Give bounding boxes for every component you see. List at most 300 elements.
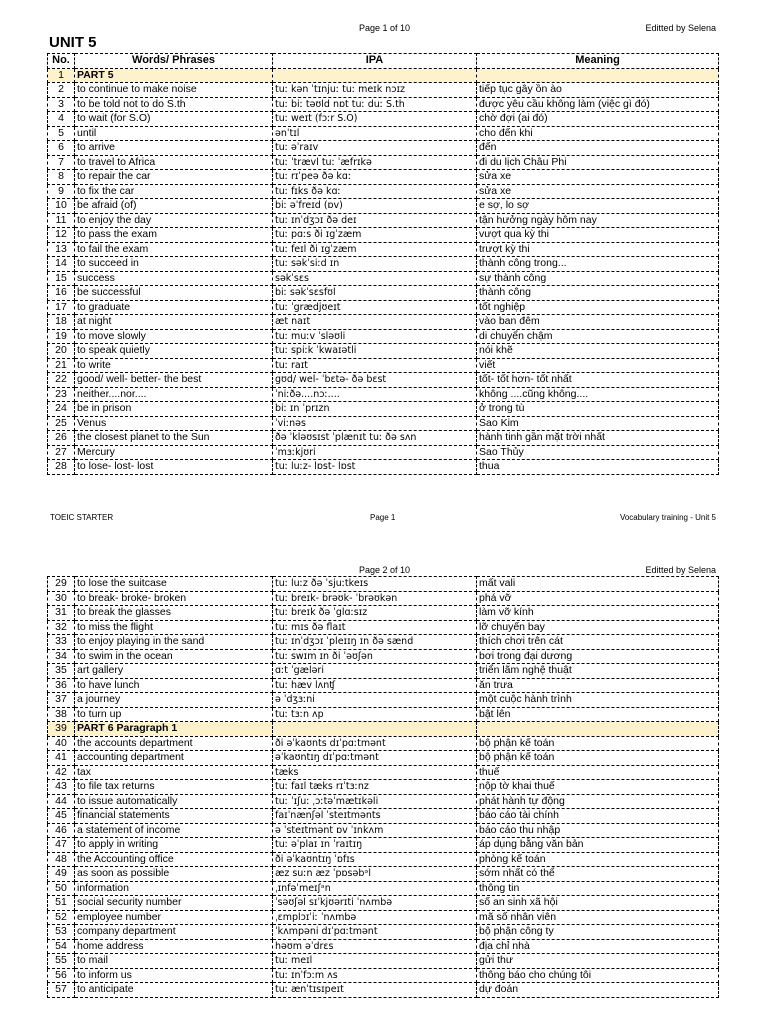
row-number: 7 [48,155,75,170]
ipa-cell: tuː breɪk- brəʊk- ˈbrəʊkən [273,591,477,606]
table-row [48,141,719,156]
ipa-cell: tuː ɪnˈfɔːm ʌs [273,968,477,983]
row-number: 46 [48,823,75,838]
meaning-cell: địa chỉ nhà [477,939,719,954]
page-label: Page 1 of 10 [359,23,411,33]
word-cell: a journey [75,693,273,708]
ipa-cell: tuː fɪks ðə kɑː [273,184,477,199]
word-cell: art gallery [75,664,273,679]
row-number: 23 [48,387,75,402]
table-row [48,910,719,925]
table-row [48,431,719,446]
meaning-cell: báo cáo tài chính [477,809,719,824]
word-cell: to pass the exam [75,228,273,243]
ipa-cell: ˈniːðə....nɔː.... [273,387,477,402]
ipa-cell: ði əˈkaʊnts dɪˈpɑːtmənt [273,736,477,751]
ipa-cell: tæks [273,765,477,780]
row-number: 49 [48,867,75,882]
ipa-cell: tuː spiːk ˈkwaɪətli [273,344,477,359]
row-number: 35 [48,664,75,679]
meaning-cell: cho đến khi [477,126,719,141]
table-row [48,678,719,693]
ipa-cell: ˈviːnəs [273,416,477,431]
table-header-row [48,54,719,69]
meaning-cell: nói khẽ [477,344,719,359]
meaning-cell: sớm nhất có thể [477,867,719,882]
word-cell: to travel to Africa [75,155,273,170]
row-number: 19 [48,329,75,344]
header-words: Words/ Phrases [75,54,273,69]
meaning-cell: không ....cũng không.... [477,387,719,402]
ipa-cell: faɪˈnænʃəl ˈsteɪtmənts [273,809,477,824]
row-number: 43 [48,780,75,795]
table-row [48,707,719,722]
word-cell: to miss the flight [75,620,273,635]
row-number: 3 [48,97,75,112]
ipa-cell: tuː ˈtrævl tuː ˈæfrɪkə [273,155,477,170]
ipa-cell: tuː səkˈsiːd ɪn [273,257,477,272]
table-row [48,344,719,359]
row-number: 42 [48,765,75,780]
section-row [48,68,719,83]
table-row [48,242,719,257]
meaning-cell: nộp tờ khai thuế [477,780,719,795]
word-cell: to break- broke- broken [75,591,273,606]
table-row [48,954,719,969]
word-cell: to graduate [75,300,273,315]
meaning-cell: làm vỡ kính [477,606,719,621]
ipa-cell: æz suːn æz ˈpɒsəbᵊl [273,867,477,882]
word-cell: to break the glasses [75,606,273,621]
meaning-cell [477,722,719,737]
meaning-cell: mã số nhân viên [477,910,719,925]
word-cell: to repair the car [75,170,273,185]
table-row [48,649,719,664]
word-cell: tax [75,765,273,780]
ipa-cell: ˈmɜːkjʊri [273,445,477,460]
row-number: 57 [48,983,75,998]
table-row [48,416,719,431]
table-row [48,736,719,751]
word-cell: Venus [75,416,273,431]
row-number: 47 [48,838,75,853]
word-cell: to lose the suitcase [75,577,273,592]
ipa-cell: ˌɛmplɔɪˈiː ˈnʌmbə [273,910,477,925]
header-ipa: IPA [273,54,477,69]
row-number: 11 [48,213,75,228]
row-number: 31 [48,606,75,621]
ipa-cell: tuː rɪˈpeə ðə kɑː [273,170,477,185]
ipa-cell: ˈkʌmpəni dɪˈpɑːtmənt [273,925,477,940]
meaning-cell: Sao Kim [477,416,719,431]
meaning-cell: thông báo cho chúng tôi [477,968,719,983]
word-cell: company department [75,925,273,940]
ipa-cell [273,722,477,737]
vocab-table-2 [47,576,719,998]
meaning-cell: trượt kỳ thi [477,242,719,257]
meaning-cell: một cuộc hành trình [477,693,719,708]
row-number: 20 [48,344,75,359]
word-cell: to enjoy the day [75,213,273,228]
meaning-cell: phá vỡ [477,591,719,606]
meaning-cell: di chuyển chậm [477,329,719,344]
meaning-cell: được yêu cầu không làm (việc gì đó) [477,97,719,112]
word-cell: the closest planet to the Sun [75,431,273,446]
row-number: 4 [48,112,75,127]
word-cell: to move slowly [75,329,273,344]
table-row [48,620,719,635]
table-row [48,170,719,185]
row-number: 26 [48,431,75,446]
meaning-cell: Sao Thủy [477,445,719,460]
row-number: 44 [48,794,75,809]
row-number: 8 [48,170,75,185]
row-number: 12 [48,228,75,243]
ipa-cell: əˈkaʊntɪŋ dɪˈpɑːtmənt [273,751,477,766]
unit-title: UNIT 5 [49,34,97,51]
word-cell: to anticipate [75,983,273,998]
ipa-cell: ə ˈdʒɜːni [273,693,477,708]
table-row [48,823,719,838]
word-cell: social security number [75,896,273,911]
word-cell: PART 5 [75,68,273,83]
ipa-cell: tuː luːz- lɒst- lɒst [273,460,477,475]
word-cell: financial statements [75,809,273,824]
meaning-cell: hành tinh gần mặt trời nhất [477,431,719,446]
word-cell: to speak quietly [75,344,273,359]
word-cell: neither....nor.... [75,387,273,402]
meaning-cell: đến [477,141,719,156]
row-number: 22 [48,373,75,388]
row-number: 29 [48,577,75,592]
meaning-cell: viết [477,358,719,373]
meaning-cell: mất vali [477,577,719,592]
meaning-cell: triển lãm nghệ thuật [477,664,719,679]
meaning-cell: tiếp tục gây ồn ào [477,83,719,98]
row-number: 5 [48,126,75,141]
meaning-cell: lỡ chuyến bay [477,620,719,635]
meaning-cell: ở trong tù [477,402,719,417]
meaning-cell: báo cáo thu nhập [477,823,719,838]
ipa-cell: ˌɪnfəˈmeɪʃᵊn [273,881,477,896]
table-row [48,765,719,780]
word-cell: to turn up [75,707,273,722]
word-cell: to issue automatically [75,794,273,809]
meaning-cell: đi du lịch Châu Phi [477,155,719,170]
table-row [48,373,719,388]
row-number: 1 [48,68,75,83]
table-row [48,867,719,882]
ipa-cell: tuː weɪt (fɔːr S.O) [273,112,477,127]
row-number: 40 [48,736,75,751]
ipa-cell: æt naɪt [273,315,477,330]
ipa-cell: tuː pɑːs ði ɪgˈzæm [273,228,477,243]
row-number: 28 [48,460,75,475]
word-cell: good/ well- better- the best [75,373,273,388]
row-number: 39 [48,722,75,737]
ipa-cell: ði əˈkaʊntɪŋ ˈɒfɪs [273,852,477,867]
ipa-cell: tuː ˈgrædjʊeɪt [273,300,477,315]
row-number: 16 [48,286,75,301]
row-number: 21 [48,358,75,373]
table-row [48,402,719,417]
word-cell: the accounts department [75,736,273,751]
ipa-cell: tuː hæv lʌnʧ [273,678,477,693]
word-cell: employee number [75,910,273,925]
row-number: 32 [48,620,75,635]
footer-center: Page 1 [370,513,396,522]
table-row [48,896,719,911]
row-number: 45 [48,809,75,824]
ipa-cell: həʊm əˈdrɛs [273,939,477,954]
ipa-cell: tuː ænˈtɪsɪpeɪt [273,983,477,998]
table-row [48,126,719,141]
table-row [48,591,719,606]
row-number: 48 [48,852,75,867]
row-number: 2 [48,83,75,98]
meaning-cell: vào ban đêm [477,315,719,330]
ipa-cell: ə ˈsteɪtmənt ɒv ˈɪnkʌm [273,823,477,838]
row-number: 50 [48,881,75,896]
meaning-cell: thua [477,460,719,475]
table-row [48,199,719,214]
meaning-cell: thuế [477,765,719,780]
row-number: 51 [48,896,75,911]
row-number: 10 [48,199,75,214]
meaning-cell: tốt- tốt hơn- tốt nhất [477,373,719,388]
word-cell: to enjoy playing in the sand [75,635,273,650]
word-cell: be in prison [75,402,273,417]
word-cell: to arrive [75,141,273,156]
table-row [48,794,719,809]
meaning-cell: chờ đợi (ai đó) [477,112,719,127]
table-row [48,635,719,650]
table-row [48,925,719,940]
row-number: 34 [48,649,75,664]
table-row [48,968,719,983]
table-row [48,881,719,896]
word-cell: home address [75,939,273,954]
word-cell: until [75,126,273,141]
meaning-cell: bộ phận kế toán [477,751,719,766]
row-number: 53 [48,925,75,940]
word-cell: to succeed in [75,257,273,272]
footer-left: TOEIC STARTER [50,513,114,522]
ipa-cell: biː əˈfreɪd (ɒv) [273,199,477,214]
page-label: Page 2 of 10 [359,565,411,575]
word-cell: to have lunch [75,678,273,693]
meaning-cell: tận hưởng ngày hôm nay [477,213,719,228]
meaning-cell: phòng kế toán [477,852,719,867]
word-cell: at night [75,315,273,330]
ipa-cell: tuː ɪnˈdʒɔɪ ˈpleɪɪŋ ɪn ðə sænd [273,635,477,650]
table-row [48,852,719,867]
row-number: 17 [48,300,75,315]
table-row [48,271,719,286]
row-number: 38 [48,707,75,722]
meaning-cell: gửi thư [477,954,719,969]
table-row [48,83,719,98]
meaning-cell: tốt nghiệp [477,300,719,315]
word-cell: to inform us [75,968,273,983]
row-number: 25 [48,416,75,431]
word-cell: to be told not to do S.th [75,97,273,112]
ipa-cell: ˈsəʊʃəl sɪˈkjʊərɪti ˈnʌmbə [273,896,477,911]
table-row [48,112,719,127]
table-row [48,460,719,475]
table-row [48,809,719,824]
ipa-cell: tuː swɪm ɪn ði ˈəʊʃən [273,649,477,664]
ipa-cell: tuː əˈplaɪ ɪn ˈraɪtɪŋ [273,838,477,853]
row-number: 30 [48,591,75,606]
meaning-cell: sửa xe [477,184,719,199]
ipa-cell: tuː muːv ˈsləʊli [273,329,477,344]
row-number: 41 [48,751,75,766]
word-cell: to wait (for S.O) [75,112,273,127]
meaning-cell: e sợ, lo sợ [477,199,719,214]
word-cell: a statement of income [75,823,273,838]
row-number: 6 [48,141,75,156]
row-number: 27 [48,445,75,460]
table-row [48,286,719,301]
meaning-cell: phát hành tự động [477,794,719,809]
ipa-cell: tuː feɪl ði ɪgˈzæm [273,242,477,257]
word-cell: to write [75,358,273,373]
table-row [48,606,719,621]
meaning-cell: áp dụng bằng văn bản [477,838,719,853]
meaning-cell: số an sinh xã hội [477,896,719,911]
table-row [48,300,719,315]
table-row [48,445,719,460]
ipa-cell: tuː əˈraɪv [273,141,477,156]
ipa-cell: tuː breɪk ðə ˈglɑːsɪz [273,606,477,621]
header-no: No. [48,54,75,69]
row-number: 33 [48,635,75,650]
header-meaning: Meaning [477,54,719,69]
row-number: 24 [48,402,75,417]
ipa-cell: tuː faɪl tæks rɪˈtɜːnz [273,780,477,795]
meaning-cell: dự đoán [477,983,719,998]
meaning-cell: vượt qua kỳ thi [477,228,719,243]
table-row [48,751,719,766]
word-cell: be successful [75,286,273,301]
row-number: 13 [48,242,75,257]
section-row [48,722,719,737]
word-cell: information [75,881,273,896]
row-number: 54 [48,939,75,954]
row-number: 55 [48,954,75,969]
table-row [48,939,719,954]
ipa-cell: ənˈtɪl [273,126,477,141]
word-cell: to mail [75,954,273,969]
ipa-cell: tuː mɪs ðə flaɪt [273,620,477,635]
table-row [48,780,719,795]
row-number: 18 [48,315,75,330]
meaning-cell: thành công [477,286,719,301]
word-cell: to fail the exam [75,242,273,257]
meaning-cell: thông tin [477,881,719,896]
word-cell: to lose- lost- lost [75,460,273,475]
word-cell: Mercury [75,445,273,460]
row-number: 14 [48,257,75,272]
meaning-cell: bộ phận công ty [477,925,719,940]
word-cell: accounting department [75,751,273,766]
table-row [48,983,719,998]
meaning-cell: ăn trưa [477,678,719,693]
ipa-cell: tuː tɜːn ʌp [273,707,477,722]
word-cell: to apply in writing [75,838,273,853]
word-cell: be afraid (of) [75,199,273,214]
ipa-cell: tuː ˈɪʃuː ˌɔːtəˈmætɪkəli [273,794,477,809]
vocab-table-1 [47,53,719,475]
ipa-cell: ɑːt ˈgæləri [273,664,477,679]
row-number: 52 [48,910,75,925]
table-row [48,387,719,402]
word-cell: to fix the car [75,184,273,199]
table-row [48,358,719,373]
meaning-cell: bộ phận kế toán [477,736,719,751]
table-row [48,693,719,708]
table-row [48,329,719,344]
ipa-cell: tuː kən ˈtɪnjuː tuː meɪk nɔɪz [273,83,477,98]
meaning-cell: thích chơi trên cát [477,635,719,650]
word-cell: as soon as possible [75,867,273,882]
ipa-cell: biː səkˈsɛsfʊl [273,286,477,301]
table-row [48,228,719,243]
row-number: 15 [48,271,75,286]
meaning-cell [477,68,719,83]
table-row [48,257,719,272]
editor-credit: Editted by Selena [645,23,716,33]
ipa-cell [273,68,477,83]
table-row [48,97,719,112]
ipa-cell: ðə ˈkləʊsɪst ˈplænɪt tuː ðə sʌn [273,431,477,446]
row-number: 56 [48,968,75,983]
ipa-cell: tuː raɪt [273,358,477,373]
word-cell: to swim in the ocean [75,649,273,664]
meaning-cell: bật lên [477,707,719,722]
footer-right: Vocabulary training - Unit 5 [619,513,716,522]
editor-credit: Editted by Selena [645,565,716,575]
table-row [48,213,719,228]
ipa-cell: tuː ɪnˈdʒɔɪ ðə deɪ [273,213,477,228]
table-row [48,838,719,853]
ipa-cell: tuː biː təʊld nɒt tuː duː S.th [273,97,477,112]
ipa-cell: tuː luːz ðə ˈsjuːtkeɪs [273,577,477,592]
table-row [48,155,719,170]
word-cell: the Accounting office [75,852,273,867]
table-row [48,184,719,199]
meaning-cell: thành công trong... [477,257,719,272]
row-number: 9 [48,184,75,199]
meaning-cell: bơi trong đại dương [477,649,719,664]
row-number: 37 [48,693,75,708]
word-cell: to file tax returns [75,780,273,795]
ipa-cell: biː ɪn ˈprɪzn [273,402,477,417]
word-cell: success [75,271,273,286]
word-cell: to continue to make noise [75,83,273,98]
row-number: 36 [48,678,75,693]
table-row [48,664,719,679]
ipa-cell: tuː meɪl [273,954,477,969]
ipa-cell: gʊd/ wel- ˈbɛtə- ðə bɛst [273,373,477,388]
ipa-cell: səkˈsɛs [273,271,477,286]
word-cell: PART 6 Paragraph 1 [75,722,273,737]
table-row [48,315,719,330]
meaning-cell: sự thành công [477,271,719,286]
table-row [48,577,719,592]
meaning-cell: sửa xe [477,170,719,185]
